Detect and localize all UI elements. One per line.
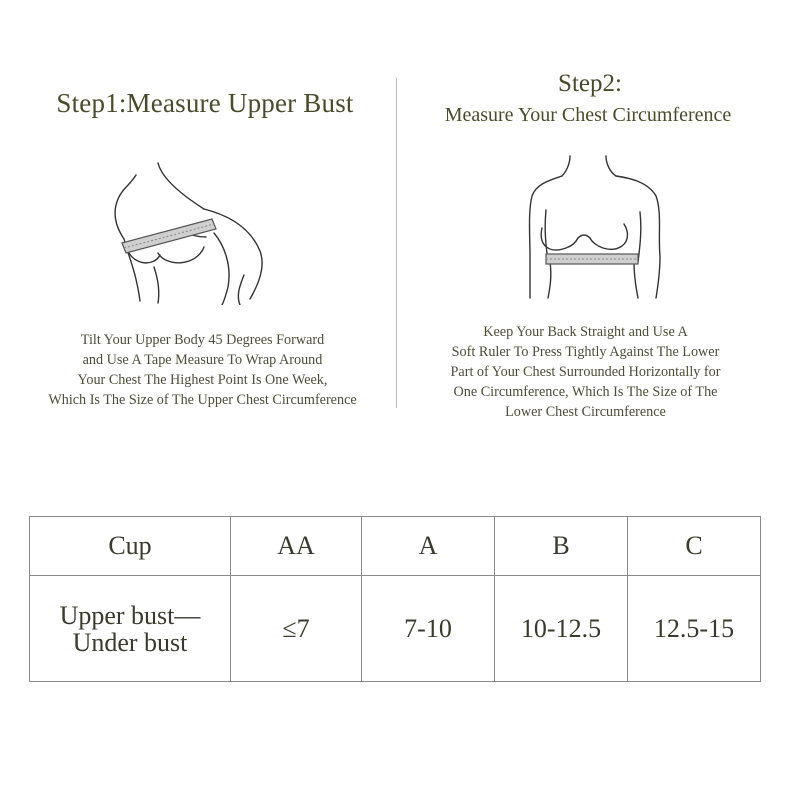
step1-line: Your Chest The Highest Point Is One Week, bbox=[77, 372, 328, 388]
header-cell-c: C bbox=[628, 517, 761, 576]
tape-measure-icon bbox=[122, 219, 216, 253]
header-cell-a: A bbox=[362, 517, 495, 576]
upper-bust-measure-illustration bbox=[100, 155, 280, 305]
step2-line: One Circumference, Which Is The Size of The bbox=[453, 384, 718, 400]
step1-title: Step1:Measure Upper Bust bbox=[56, 88, 354, 118]
header-cell-cup: Cup bbox=[30, 517, 231, 576]
step1-description bbox=[20, 330, 385, 410]
column-divider bbox=[396, 78, 397, 408]
step1-line: and Use A Tape Measure To Wrap Around bbox=[82, 352, 323, 368]
step2-description bbox=[408, 322, 763, 422]
step2-line: Lower Chest Circumference bbox=[505, 404, 666, 420]
step2-line: Keep Your Back Straight and Use A bbox=[483, 324, 688, 340]
step1-line: Which Is The Size of The Upper Chest Circumference bbox=[48, 392, 357, 408]
row-label-cell bbox=[30, 576, 231, 682]
tape-measure-icon bbox=[546, 254, 638, 264]
step1-line: Tilt Your Upper Body 45 Degrees Forward bbox=[80, 332, 325, 348]
size-chart-table bbox=[29, 516, 761, 682]
header-cell-aa: AA bbox=[231, 517, 362, 576]
header-cell-b: B bbox=[495, 517, 628, 576]
value-cell-c: 12.5-15 bbox=[628, 576, 761, 682]
step2-line: Part of Your Chest Surrounded Horizontally for bbox=[450, 364, 721, 380]
under-bust-measure-illustration bbox=[522, 150, 672, 300]
table-header-row bbox=[30, 517, 761, 576]
step2-title: Step2: bbox=[558, 70, 622, 97]
step2-subtitle: Measure Your Chest Circumference bbox=[444, 104, 732, 126]
value-cell-b: 10-12.5 bbox=[495, 576, 628, 682]
value-cell-aa: ≤7 bbox=[231, 576, 362, 682]
row-label-line: Upper bust— bbox=[59, 600, 201, 630]
step2-line: Soft Ruler To Press Tightly Against The Lower bbox=[451, 344, 720, 360]
value-cell-a: 7-10 bbox=[362, 576, 495, 682]
table-row bbox=[30, 576, 761, 682]
row-label-line: Under bust bbox=[72, 627, 188, 657]
